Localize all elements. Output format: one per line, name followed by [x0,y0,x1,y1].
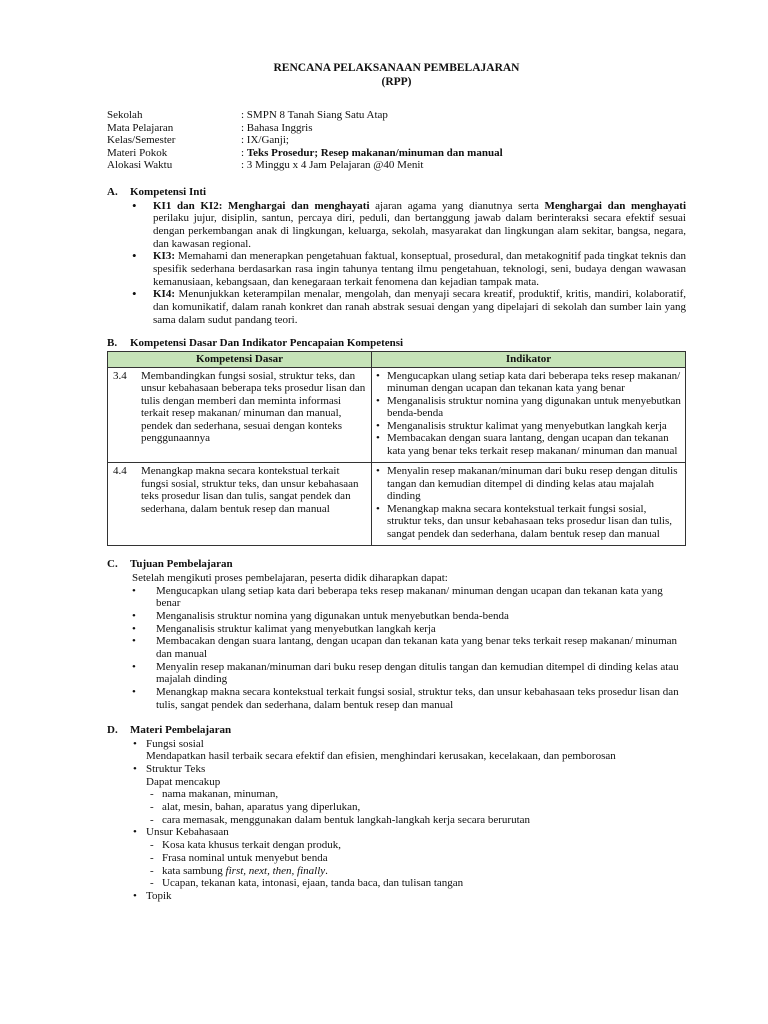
section-letter: A. [107,185,118,198]
section-c-intro: Setelah mengikuti proses pembelajaran, peserta didik diharapkan dapat: [132,572,448,585]
table-row [108,367,686,463]
ki-item [129,200,686,251]
kd-number: 3.4 [113,369,127,382]
dash-item: - cara memasak, menggunakan dalam bentuk langkah-langkah kerja secara berurutan [150,814,686,827]
materi-item-title: • Topik [146,890,172,902]
section-title: Kompetensi Dasar Dan Indikator Pencapaian Kompetensi [130,336,404,349]
indicator-item: • Menyalin resep makanan/minuman dari buku resep dengan ditulis tangan dan kemudian ditempel di dinding kelas atau majalah dinding [376,465,681,503]
kd-number: 4.4 [113,465,127,478]
section-b-heading [107,337,686,350]
dash-item: - Ucapan, tekanan kata, intonasi, ejaan, tanda baca, dan tulisan tangan [150,877,686,890]
dash-item: - alat, mesin, bahan, aparatus yang diperlukan, [150,801,686,814]
kd-indicator-table [107,351,686,547]
indicator-item: • Menangkap makna secara kontekstual terkait fungsi sosial, struktur teks, dan unsur kebahasaan teks prosedur lisan dan tulis, sangat pendek dan sederhana, dalam bentuk resep dan manual [376,503,681,541]
ki-label: KI1 dan KI2: [153,199,223,212]
ki-bold: Menghargai dan menghayati [544,199,687,212]
identity-table [107,109,686,172]
section-title: Tujuan Pembelajaran [130,558,233,571]
ki-text: Menunjukkan keterampilan menalar, mengolah, dan menyaji secara kreatif, produktif, kritis, mandiri, kolaboratif, dan komunikatif, dalam ranah konkret dan ranah abstrak sesuai dengan yang dipelajari di sekolah dan sumber lain yang sama dalam sudut pandang teori. [153,288,686,326]
identity-label: Mata Pelajaran [107,121,174,134]
tujuan-list [132,585,686,712]
tujuan-item: • Menyalin resep makanan/minuman dari buku resep dengan ditulis tangan dan kemudian ditempel di dinding kelas atau majalah dinding [132,661,686,686]
dash-item: - nama makanan, minuman, [150,788,686,801]
identity-label: Materi Pokok [107,146,168,159]
indicator-item: • Menganalisis struktur nomina yang digunakan untuk menyebutkan benda-benda [376,395,681,420]
materi-item-title: • Unsur Kebahasaan [146,826,229,839]
indicator-list [376,370,681,458]
identity-label: Sekolah [107,109,143,121]
column-header-kd: Kompetensi Dasar [108,351,372,367]
dash-item: - Kosa kata khusus terkait dengan produk, [150,839,686,852]
unsur-list [150,839,686,890]
section-letter: D. [107,723,118,736]
dash-item-end: . [325,864,328,877]
identity-value: : Bahasa Inggris [241,121,313,134]
ki-text: perilaku jujur, disiplin, santun, percaya diri, peduli, dan bertanggung jawab dalam berinteraksi secara efektif sesuai dengan perkembangan anak di lingkungan, keluarga, sekolah, masyarakat dan lingkungan alam sekitar, bangsa, negara, dan kawasan regional. [153,212,686,250]
section-title: Kompetensi Inti [130,185,207,198]
table-header-row [108,351,686,367]
identity-row [107,147,686,160]
tujuan-item: • Membacakan dengan suara lantang, dengan ucapan dan tekanan kata yang benar teks terkait resep makanan/ minuman dan manual [132,635,686,660]
indicator-item: • Mengucapkan ulang setiap kata dari beberapa teks resep makanan/ minuman dengan ucapan dan tekanan kata yang benar [376,370,681,395]
kd-cell [108,367,372,463]
identity-value: : 3 Minggu x 4 Jam Pelajaran @40 Menit [241,159,424,171]
identity-row [107,134,686,147]
indicator-cell [372,463,686,546]
table-row [108,463,686,546]
identity-row [107,109,686,122]
materi-item [132,738,686,763]
identity-label: Alokasi Waktu [107,159,173,171]
kd-text: Menangkap makna secara kontekstual terkait fungsi sosial, struktur teks, dan unsur kebahasaan teks prosedur lisan dan tulis, sangat pendek dan sederhana, dalam bentuk resep dan manual [141,465,359,515]
materi-item [132,826,686,890]
ki-label: KI4: [153,288,175,301]
struktur-list [150,788,686,826]
indicator-list [376,465,681,540]
section-d-heading [107,724,686,737]
identity-value: : SMPN 8 Tanah Siang Satu Atap [241,109,388,121]
ki-item [129,288,686,326]
kd-content [112,370,367,445]
document-title: RENCANA PELAKSANAAN PEMBELAJARAN [273,62,520,74]
materi-item [132,763,686,827]
kd-content [112,465,367,515]
tujuan-item: • Mengucapkan ulang setiap kata dari beberapa teks resep makanan/ minuman dengan ucapan dan tekanan kata yang benar [132,585,686,610]
identity-label: Kelas/Semester [107,134,176,146]
section-letter: C. [107,558,118,571]
ki-list [129,200,686,327]
materi-item-title: • Fungsi sosial [146,737,204,750]
indicator-cell [372,367,686,463]
materi-item-title: • Struktur Teks [146,762,206,775]
kd-text: Membandingkan fungsi sosial, struktur teks, dan unsur kebahasaan beberapa teks prosedur lisan dan tulis dengan memberi dan meminta informasi terkait resep makanan/ minuman dan manual, pendek dan sederhana, sesuai dengan konteks penggunaannya [141,369,366,445]
dash-item: - Frasa nominal untuk menyebut benda [150,852,686,865]
dash-item-italic: first, next, then, finally [225,864,326,877]
indicator-item: • Membacakan dengan suara lantang, dengan ucapan dan tekanan kata yang benar teks terkait resep makanan/ minuman dan manual [376,432,681,457]
ki-label: KI3: [153,250,175,263]
dash-item-text: kata sambung [162,864,223,877]
identity-value-prefix: : [241,146,247,159]
column-header-indicator: Indikator [372,351,686,367]
materi-list [132,738,686,903]
section-c-heading [107,558,686,571]
ki-item [129,250,686,288]
identity-value [241,147,686,160]
materi-item [132,890,686,903]
section-title: Materi Pembelajaran [130,723,232,736]
ki-text: Memahami dan menerapkan pengetahuan faktual, konseptual, prosedural, dan metakognitif pada tingkat teknis dan spesifik sederhana berdasarkan rasa ingin tahunya tentang ilmu pengetahuan, teknologi, seni, budaya dengan wawasan kemanusiaan, kebangsaan, dan kenegaraan terkait fenomena dan kejadian tampak mata. [153,250,686,288]
identity-row [107,159,686,172]
ki-bold: Menghargai dan menghayati [228,199,370,212]
materi-pokok-value: Teks Prosedur; Resep makanan/minuman dan manual [246,146,503,159]
section-letter: B. [107,336,118,349]
section-a-heading [107,186,686,199]
dash-item [150,865,686,878]
identity-row [107,122,686,135]
ki-text: ajaran agama yang dianutnya serta [375,199,539,212]
tujuan-item: • Menganalisis struktur nomina yang digunakan untuk menyebutkan benda-benda [132,610,686,623]
indicator-item: • Menganalisis struktur kalimat yang menyebutkan langkah kerja [376,420,681,433]
tujuan-item: • Menangkap makna secara kontekstual terkait fungsi sosial, struktur teks, dan unsur kebahasaan teks prosedur lisan dan tulis, sangat pendek dan sederhana, dalam bentuk resep dan manual [132,686,686,711]
document-subtitle: (RPP) [381,76,412,88]
materi-item-text: Mendapatkan hasil terbaik secara efektif dan efisien, menghindari kerusakan, kecelakaan, dan pemborosan [146,750,616,763]
kd-cell [108,463,372,546]
identity-value: : IX/Ganji; [241,134,289,146]
materi-item-text: Dapat mencakup [146,775,221,788]
tujuan-item: • Menganalisis struktur kalimat yang menyebutkan langkah kerja [132,623,686,636]
